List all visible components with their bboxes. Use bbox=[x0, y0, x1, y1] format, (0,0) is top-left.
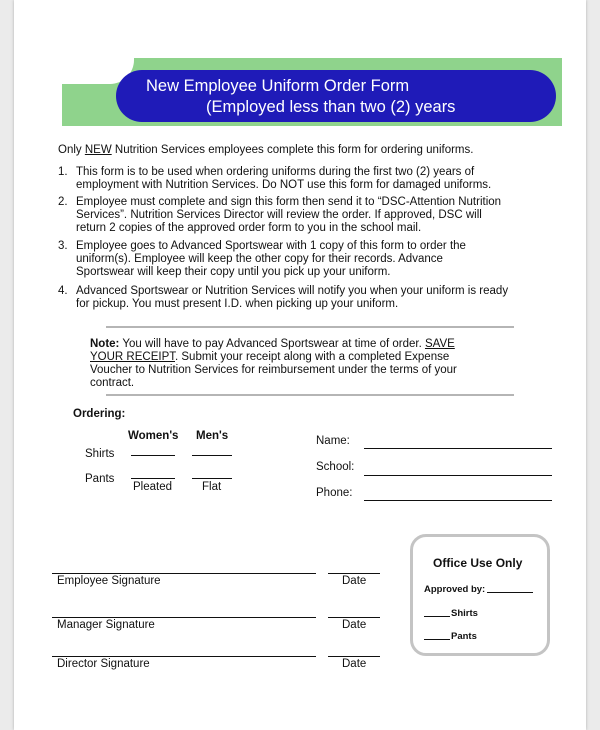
director-signature-line[interactable] bbox=[52, 656, 316, 657]
school-label: School: bbox=[316, 461, 355, 473]
step-2-line-2: Services”. Nutrition Services Director will review the order. If approved, DSC will bbox=[76, 209, 482, 221]
step-3-line-2: uniform(s). Employee will keep the other copy for their records. Advance bbox=[76, 253, 443, 265]
womens-header: Women's bbox=[128, 430, 179, 442]
step-3-line-3: Sportswear will keep their copy until you pick up your uniform. bbox=[76, 266, 391, 278]
manager-signature-label: Manager Signature bbox=[57, 619, 155, 631]
mens-header: Men's bbox=[196, 430, 229, 442]
office-shirts-label: Shirts bbox=[451, 608, 478, 619]
employee-date-label: Date bbox=[342, 575, 367, 587]
note-top-rule bbox=[106, 326, 514, 328]
employee-date-line[interactable] bbox=[328, 573, 380, 574]
note-line-3: Voucher to Nutrition Services for reimbursement under the terms of your bbox=[90, 364, 457, 376]
title-pill bbox=[116, 70, 556, 122]
phone-label: Phone: bbox=[316, 487, 353, 499]
employee-signature-line[interactable] bbox=[52, 573, 316, 574]
step-4-line-1: Advanced Sportswear or Nutrition Services will notify you when your uniform is ready bbox=[76, 285, 509, 297]
intro-text: Only NEW Nutrition Services employees complete this form for ordering uniforms. bbox=[58, 144, 474, 156]
pleated-label: Pleated bbox=[133, 481, 173, 493]
form-subtitle: (Employed less than two (2) years bbox=[206, 98, 456, 116]
employee-signature-label: Employee Signature bbox=[57, 575, 161, 587]
step-2-line-1: Employee must complete and sign this form then send it to “DSC-Attention Nutrition bbox=[76, 196, 502, 208]
form-title: New Employee Uniform Order Form bbox=[146, 77, 410, 95]
womens-pants-field[interactable] bbox=[131, 478, 175, 479]
manager-signature-line[interactable] bbox=[52, 617, 316, 618]
manager-date-line[interactable] bbox=[328, 617, 380, 618]
step-1-line-2: employment with Nutrition Services. Do NOT use this form for damaged uniforms. bbox=[76, 179, 492, 191]
director-signature-label: Director Signature bbox=[57, 658, 150, 670]
note-line-2: YOUR RECEIPT. Submit your receipt along with a completed Expense bbox=[90, 351, 450, 363]
manager-date-label: Date bbox=[342, 619, 367, 631]
step-3-number: 3. bbox=[58, 240, 68, 252]
office-pants-label: Pants bbox=[451, 631, 477, 642]
director-date-label: Date bbox=[342, 658, 367, 670]
name-field[interactable] bbox=[364, 448, 552, 449]
approved-by-label: Approved by: bbox=[424, 584, 486, 595]
womens-shirts-field[interactable] bbox=[131, 455, 175, 456]
step-2-number: 2. bbox=[58, 196, 68, 208]
pants-label: Pants bbox=[85, 473, 115, 485]
office-pants-field[interactable] bbox=[424, 639, 450, 640]
office-shirts-field[interactable] bbox=[424, 616, 450, 617]
step-4-line-2: for pickup. You must present I.D. when picking up your uniform. bbox=[76, 298, 399, 310]
name-label: Name: bbox=[316, 435, 350, 447]
note-bottom-rule bbox=[106, 394, 514, 396]
form-page bbox=[14, 0, 586, 730]
step-3-line-1: Employee goes to Advanced Sportswear with 1 copy of this form to order the bbox=[76, 240, 466, 252]
step-1-number: 1. bbox=[58, 166, 68, 178]
note-line-1: Note: You will have to pay Advanced Sportswear at time of order. SAVE bbox=[90, 338, 455, 350]
office-use-box bbox=[410, 534, 550, 656]
mens-pants-field[interactable] bbox=[192, 478, 232, 479]
shirts-label: Shirts bbox=[85, 448, 115, 460]
office-use-title: Office Use Only bbox=[433, 556, 523, 570]
note-line-4: contract. bbox=[90, 377, 135, 389]
approved-by-field[interactable] bbox=[487, 592, 533, 593]
step-4-number: 4. bbox=[58, 285, 68, 297]
ordering-heading: Ordering: bbox=[73, 408, 126, 420]
director-date-line[interactable] bbox=[328, 656, 380, 657]
phone-field[interactable] bbox=[364, 500, 552, 501]
school-field[interactable] bbox=[364, 475, 552, 476]
flat-label: Flat bbox=[202, 481, 222, 493]
step-2-line-3: return 2 copies of the approved order form to you in the school mail. bbox=[76, 222, 422, 234]
step-1-line-1: This form is to be used when ordering uniforms during the first two (2) years of bbox=[76, 166, 475, 178]
mens-shirts-field[interactable] bbox=[192, 455, 232, 456]
